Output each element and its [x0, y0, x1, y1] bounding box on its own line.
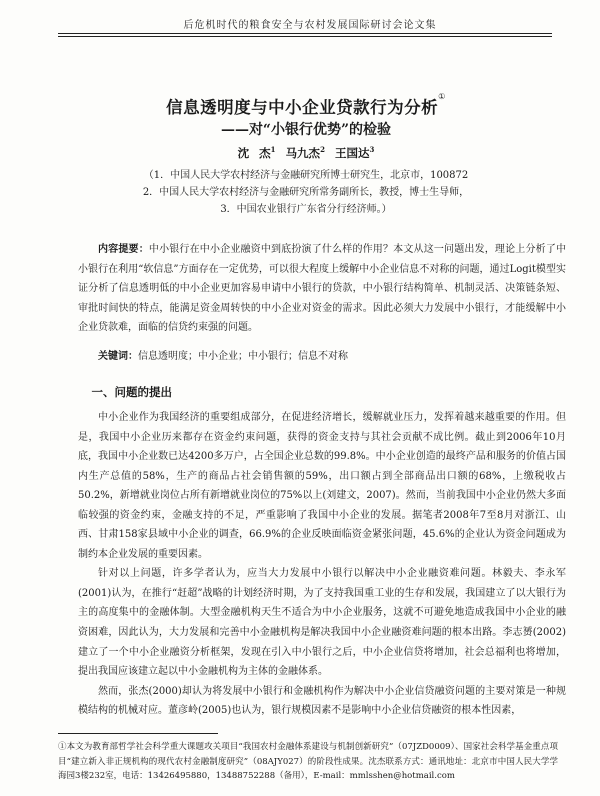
paper-subtitle: ——对“小银行优势”的检验: [220, 122, 392, 138]
header-rule-thin: [58, 36, 552, 37]
author-name: 马九杰: [285, 146, 321, 160]
affiliation-line: （1．中国人民大学农村经济与金融研究所博士研究生，北京市，100872: [143, 170, 469, 181]
abstract-text: 中小银行在中小企业融资中到底扮演了什么样的作用？本文从这一问题出发，理论上分析了中小银行在利用“软信息”方面存在一定优势，可以很大程度上缓解中小企业信息不对称的问题，通过Logit模型实证分析了信息透明低的中小企业更加容易申请中小银行的贷款，中小银行结构简单、机制灵活、决策链条短、审批时间快的特点，能满足资金周转快的中小企业对资金的需求。因此必须大力发展中小银行，才能缓解中小企业贷款难，面临的信贷约束强的问题。: [78, 244, 567, 334]
paper-title-text: 信息透明度与中小企业贷款行为分析: [166, 98, 439, 117]
author-name: 沈 杰: [237, 146, 271, 160]
keywords-label: 关键词：: [98, 351, 138, 362]
author-mark: 1: [270, 145, 276, 154]
body-text: [78, 408, 566, 721]
section-heading: 一、问题的提出: [91, 385, 172, 399]
author-mark: 3: [369, 145, 375, 154]
header-rule: [58, 33, 552, 34]
body-paragraph: 中小企业作为我国经济的重要组成部分，在促进经济增长，缓解就业压力，发挥着越来越重要的作用。但是，我国中小企业历来都存在资金约束问题，获得的资金支持与其社会贡献不成比例。截止到2006年10月底，我国中小企业数已达4200多万户，占全国企业总数的99.8%。中小企业创造的最终产品和服务的价值占国内生产总值的58%，生产的商品占社会销售额的59%，出口额占到全部商品出口额的68%，上缴税收占50.2%，新增就业岗位占所有新增就业岗位的75%以上(刘建文，2007)。然而，当前我国中小企业仍然大多面临较强的资金约束，金融支持的不足，严重影响了我国中小企业的发展。据笔者2008年7至8月对浙江、山西、甘肃158家县域中小企业的调查，66.9%的企业反映面临资金紧张问题，45.6%的企业认为资金问题成为制约本企业发展的重要因素。: [78, 412, 566, 560]
keywords: [78, 347, 558, 362]
body-paragraph: 然而，张杰(2000)却认为将发展中小银行和金融机构作为解决中小企业信贷融资问题的主要对策是一种规模结构的机械对应。董彦岭(2005)也认为，银行规模因素不是影响中小企业信贷融资的根本性因素，: [78, 685, 566, 717]
affiliation-line: 2．中国人民大学农村经济与金融研究所常务副所长，教授，博士生导师，: [142, 187, 470, 198]
abstract: [78, 240, 566, 338]
abstract-label: 内容提要：: [98, 244, 149, 255]
keywords-text: 信息透明度；中小企业；中小银行；信息不对称: [138, 351, 348, 362]
title-footnote-mark: ①: [438, 92, 446, 101]
body-paragraph: 针对以上问题，许多学者认为，应当大力发展中小银行以解决中小企业融资难问题。林毅夫、李永军(2001)认为，在推行“赶超”战略的计划经济时期，为了支持我国重工业的生存和发展，我国建立了以大银行为主的高度集中的金融体制。大型金融机构天生不适合为中小企业服务，这就不可避免地造成我国中小企业的融资困难，因此认为，大力发展和完善中小金融机构是解决我国中小企业融资难问题的根本出路。李志赟(2002)建立了一个中小企业融资分析框架，发现在引入中小银行之后，中小企业信贷将增加，社会总福利也将增加，提出我国应该建立起以中小金融机构为主体的金融体系。: [78, 568, 566, 678]
author-list: [60, 145, 552, 161]
paper-title: [60, 94, 552, 118]
running-header: 后危机时代的粮食安全与农村发展国际研讨会论文集: [183, 20, 437, 31]
affiliation-line: 3．中国农业银行广东省分行经济师。）: [220, 204, 392, 215]
author-mark: 2: [320, 145, 325, 154]
footnote-rule: [58, 733, 218, 734]
footnote: ①本文为教育部哲学社会科学重大课题攻关项目“我国农村金融体系建设与机制创新研究”（07JZD0009）、国家社会科学基金重点项目“建立新入非正规机构的现代农村金融制度研究”（08AJY027）的阶段性成果。沈杰联系方式：通讯地址：北京市中国人民大学学海园3楼232室，电话：13426495880，13488752288（备用），E-mail：mmlsshen@hotmail.com: [58, 742, 558, 781]
author-name: 王国达: [334, 146, 370, 160]
